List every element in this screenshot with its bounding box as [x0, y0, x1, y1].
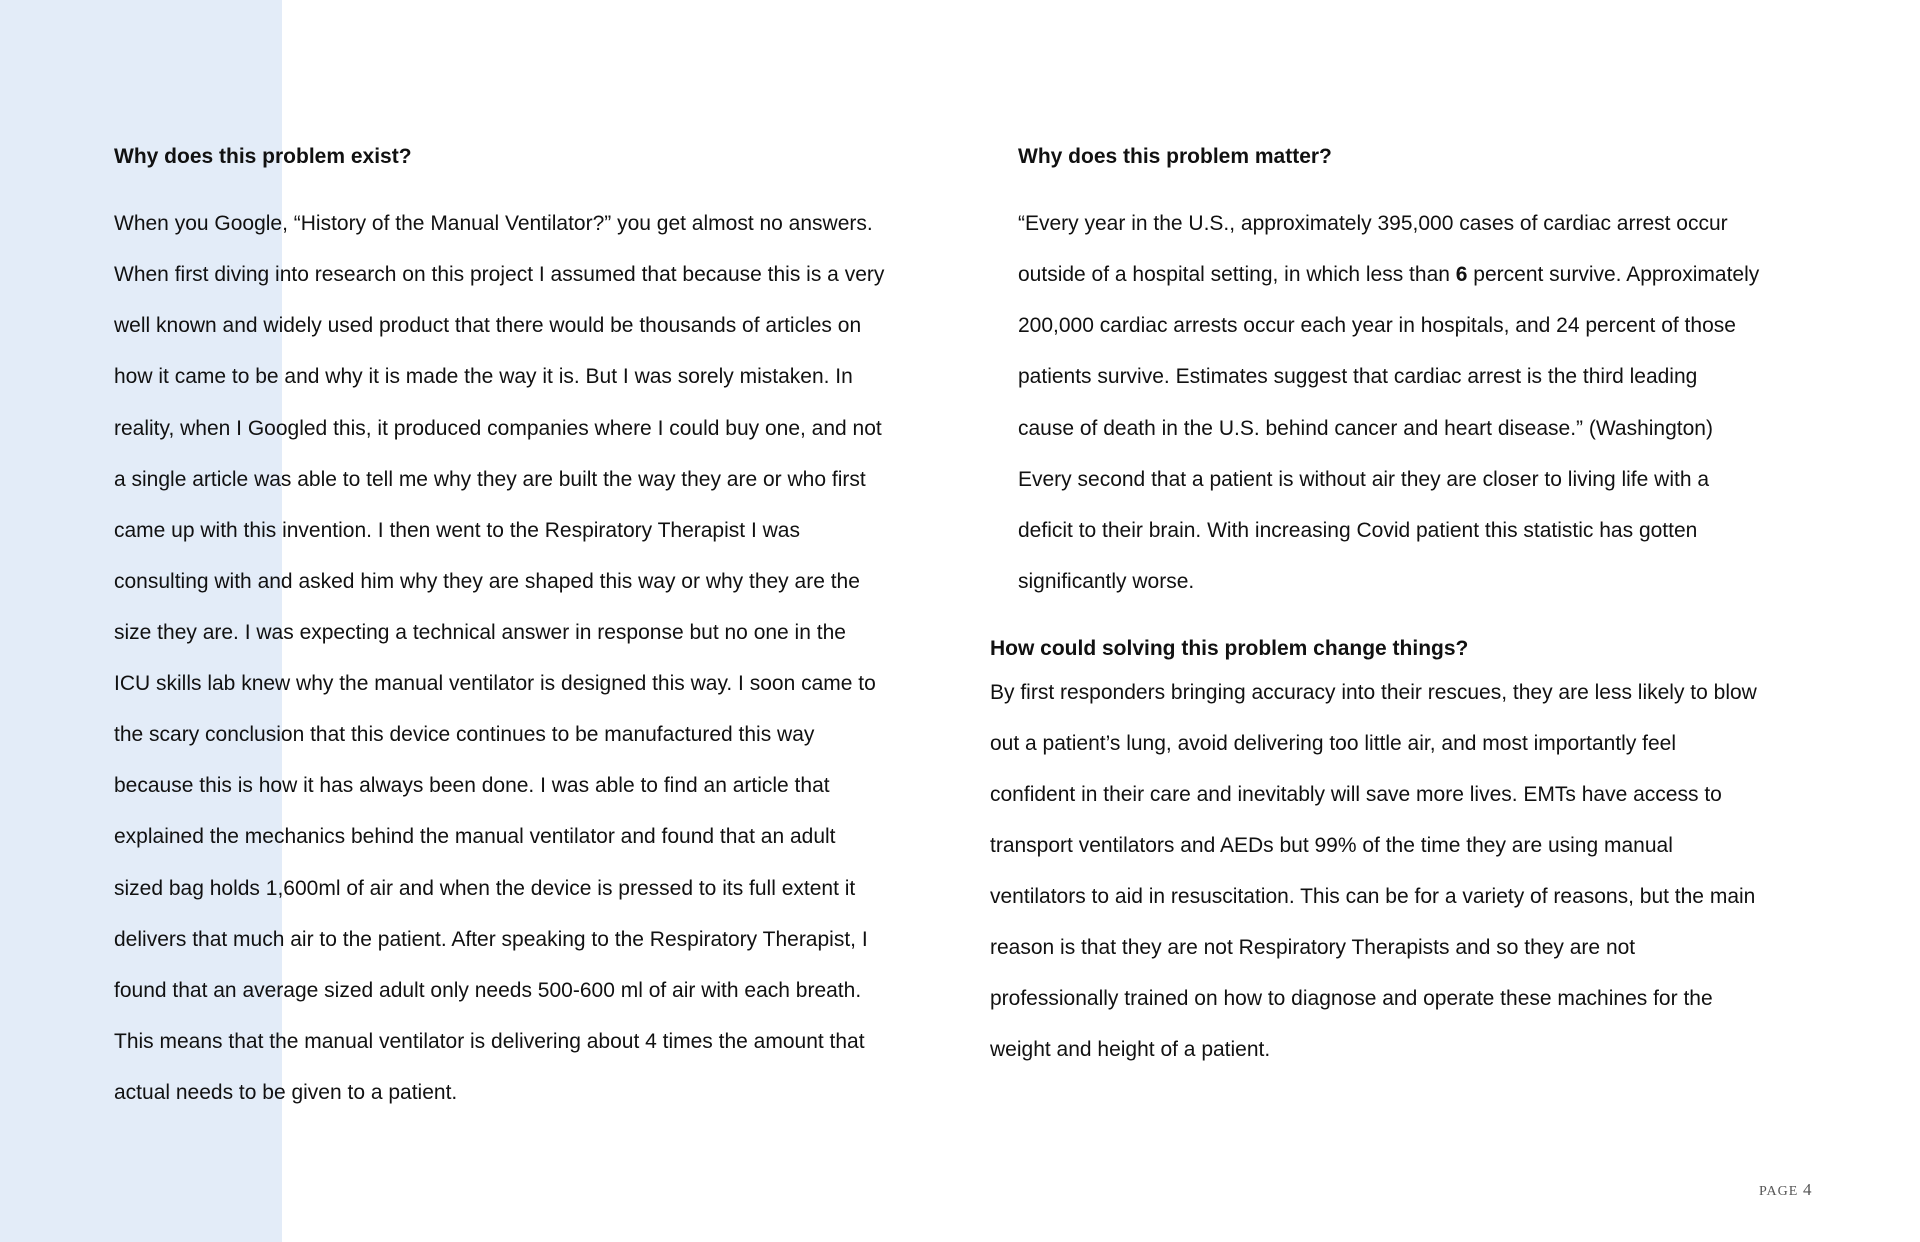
right-para-line-8: significantly worse. [1018, 570, 1195, 593]
right-lower-line-6: reason is that they are not Respiratory Therapists and so they are not [990, 936, 1636, 959]
left-para-line-17: This means that the manual ventilator is delivering about 4 times the amount that [114, 1030, 865, 1053]
right-lower-line-8: weight and height of a patient. [990, 1038, 1271, 1061]
right-para-line-2-start: outside of a hospital setting, in which less than [1018, 263, 1456, 286]
left-para-line-16: found that an average sized adult only needs 500-600 ml of air with each breath. [114, 979, 862, 1002]
left-para-line-15: delivers that much air to the patient. After speaking to the Respiratory Therapist, I [114, 928, 868, 951]
left-para-line-4: how it came to be and why it is made the way it is. But I was sorely mistaken. In [114, 365, 853, 388]
right-para-line-1: “Every year in the U.S., approximately 395,000 cases of cardiac arrest occur [1018, 212, 1728, 235]
page-number [1759, 1180, 1812, 1200]
left-para-line-10: ICU skills lab knew why the manual ventilator is designed this way. I soon came to [114, 672, 876, 695]
left-para-line-8: consulting with and asked him why they are shaped this way or why they are the [114, 570, 860, 593]
left-para-line-5: reality, when I Googled this, it produced companies where I could buy one, and not [114, 417, 882, 440]
heading-problem-matter: Why does this problem matter? [1018, 145, 1332, 168]
right-para-line-3: 200,000 cardiac arrests occur each year in hospitals, and 24 percent of those [1018, 314, 1736, 337]
right-lower-line-1: By first responders bringing accuracy into their rescues, they are less likely to blow [990, 681, 1757, 704]
left-para-line-13: explained the mechanics behind the manual ventilator and found that an adult [114, 825, 836, 848]
left-para-line-12: because this is how it has always been done. I was able to find an article that [114, 774, 830, 797]
left-para-line-18: actual needs to be given to a patient. [114, 1081, 458, 1104]
left-para-line-3: well known and widely used product that there would be thousands of articles on [114, 314, 862, 337]
right-lower-line-4: transport ventilators and AEDs but 99% of the time they are using manual [990, 834, 1673, 857]
heading-problem-exist: Why does this problem exist? [114, 145, 412, 168]
right-lower-line-7: professionally trained on how to diagnose and operate these machines for the [990, 987, 1713, 1010]
right-para-line-2 [1018, 264, 1759, 285]
page-label: PAGE [1758, 1184, 1799, 1199]
right-lower-line-5: ventilators to aid in resuscitation. This can be for a variety of reasons, but the main [990, 885, 1756, 908]
heading-change-things: How could solving this problem change things? [990, 637, 1469, 660]
right-para-line-4: patients survive. Estimates suggest that cardiac arrest is the third leading [1018, 365, 1698, 388]
right-para-line-6: Every second that a patient is without air they are closer to living life with a [1018, 468, 1710, 491]
right-para-line-2-end: percent survive. Approximately [1467, 263, 1760, 286]
left-para-line-14: sized bag holds 1,600ml of air and when the device is pressed to its full extent it [114, 877, 856, 900]
right-lower-line-3: confident in their care and inevitably will save more lives. EMTs have access to [990, 783, 1722, 806]
survival-percent-value: 6 [1455, 263, 1468, 286]
left-para-line-7: came up with this invention. I then went to the Respiratory Therapist I was [114, 519, 800, 542]
right-lower-line-2: out a patient’s lung, avoid delivering too little air, and most importantly feel [990, 732, 1677, 755]
left-para-line-11: the scary conclusion that this device continues to be manufactured this way [114, 723, 815, 746]
right-para-line-5: cause of death in the U.S. behind cancer and heart disease.” (Washington) [1018, 417, 1713, 440]
left-para-line-6: a single article was able to tell me why they are built the way they are or who first [114, 468, 866, 491]
page-number-value: 4 [1803, 1180, 1812, 1199]
left-para-line-9: size they are. I was expecting a technical answer in response but no one in the [114, 621, 846, 644]
left-para-line-2: When first diving into research on this project I assumed that because this is a very [114, 263, 885, 286]
right-para-line-7: deficit to their brain. With increasing Covid patient this statistic has gotten [1018, 519, 1698, 542]
left-para-line-1: When you Google, “History of the Manual Ventilator?” you get almost no answers. [114, 212, 873, 235]
